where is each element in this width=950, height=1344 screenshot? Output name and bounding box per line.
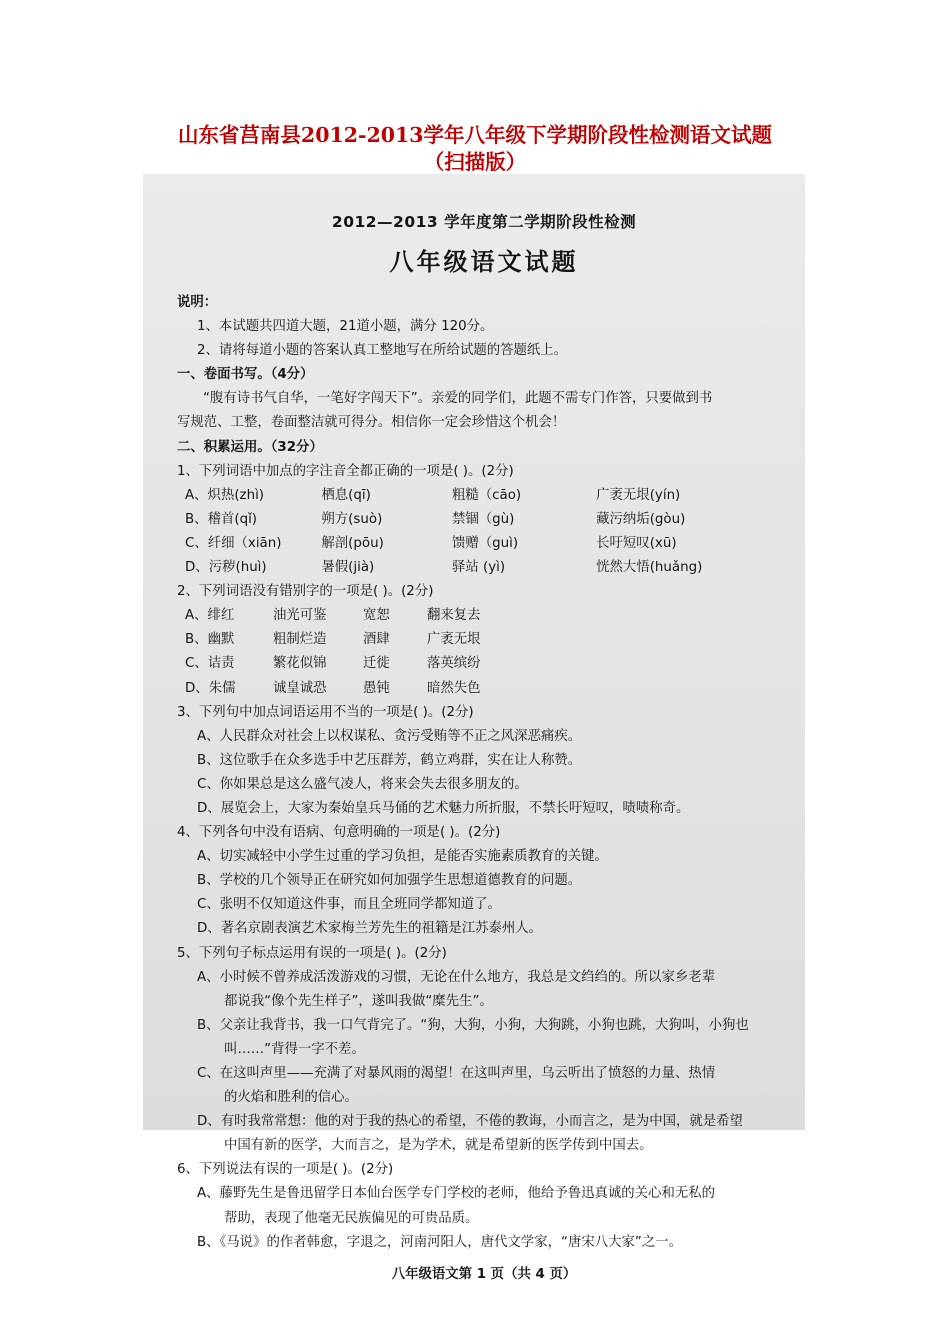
option-row [177,677,791,701]
option-line: B、《马说》的作者韩愈，字退之，河南河阳人，唐代文学家，“唐宋八大家”之一。 [197,1234,683,1250]
option-cell: A、炽热(zhì) [185,487,265,503]
option-line: A、小时候不曾养成活泼游戏的习惯，无论在什么地方，我总是文绉绉的。所以家乡老辈 [197,969,716,985]
option-row [177,508,791,532]
option-cell: 解剖(pōu) [321,535,384,551]
option-cell: 暑假(jià) [321,560,375,576]
option-cell: 恍然大悟(huǎng) [596,560,703,576]
note-item: 1、本试题共四道大题，21道小题，满分 120分。 [197,319,494,335]
exam-header: 2012—2013 学年度第二学期阶段性检测 [331,213,637,231]
option-cell: 驿站 (yì) [451,560,506,576]
question-stem: 5、下列句子标点运用有误的一项是( )。(2分) [177,945,447,961]
option-row [177,484,791,508]
option-cell: A、绯红 [185,608,235,624]
option-line: A、藤野先生是鲁迅留学日本仙台医学专门学校的老师，他给予鲁迅真诚的关心和无私的 [197,1186,716,1202]
option-line: B、这位歌手在众多选手中艺压群芳，鹤立鸡群，实在让人称赞。 [197,752,582,768]
option-line: D、展览会上，大家为秦始皇兵马俑的艺术魅力所折服，不禁长吁短叹，啧啧称奇。 [197,800,690,816]
section-heading: 二、积累运用。（32分） [177,439,323,455]
option-line: A、切实减轻中小学生过重的学习负担，是能否实施素质教育的关键。 [197,849,608,865]
option-row [177,652,791,676]
option-line: B、父亲让我背书，我一口气背完了。“狗，大狗，小狗，大狗跳，小狗也跳，大狗叫，小狗也 [197,1017,749,1033]
option-cell: 宽恕 [363,608,390,624]
section-heading: 一、卷面书写。（4分） [177,367,314,383]
document-title-line1: 山东省莒南县2012-2013学年八年级下学期阶段性检测语文试题 [177,123,773,147]
option-cell: D、朱儒 [185,680,236,696]
option-cell: 粗糙（cāo) [451,487,522,503]
option-cell: C、纤细（xiān) [185,535,282,551]
option-row [177,604,791,628]
notes-heading: 说明： [177,295,218,310]
option-line: C、张明不仅知道这件事，而且全班同学都知道了。 [197,897,501,913]
option-cell: 粗制烂造 [273,632,327,648]
question-stem: 2、下列词语没有错别字的一项是( )。(2分) [177,584,434,600]
option-cell: 栖息(qī) [321,487,371,503]
option-row [177,628,791,652]
option-cell: 广袤无垠 [427,632,481,648]
option-cell: 馈赠（guì) [451,535,519,551]
option-line: C、在这叫声里——充满了对暴风雨的渴望！在这叫声里，乌云听出了愤怒的力量、热情 [197,1066,716,1081]
option-cell: 繁花似锦 [273,656,327,672]
question-stem: 1、下列词语中加点的字注音全都正确的一项是( )。(2分) [177,463,514,479]
option-line: D、著名京剧表演艺术家梅兰芳先生的祖籍是江苏泰州人。 [197,921,543,937]
option-cell: 翻来复去 [427,608,481,624]
section-text: “腹有诗书气自华，一笔好字闯天下”。亲爱的同学们，此题不需专门作答，只要做到书 [203,391,713,407]
option-cell: 愚钝 [363,680,390,696]
option-line: C、你如果总是这么盛气凌人，将来会失去很多朋友的。 [197,776,528,792]
option-cell: 油光可鉴 [273,608,327,624]
option-cell: C、诘责 [185,656,235,672]
note-item: 2、请将每道小题的答案认真工整地写在所给试题的答题纸上。 [197,343,568,359]
option-line: 都说我“像个先生样子”，遂叫我做“糜先生”。 [224,993,493,1009]
option-line: 帮助，表现了他毫无民族偏见的可贵品质。 [224,1210,479,1226]
option-cell: 酒肆 [363,632,390,648]
document-title [0,122,950,176]
option-cell: 迁徙 [363,656,390,672]
option-cell: 禁锢（gù) [451,511,515,527]
option-cell: D、污秽(huì) [185,560,267,576]
option-cell: 落英缤纷 [427,656,481,672]
option-cell: 藏污纳垢(gòu) [596,511,686,527]
question-stem: 6、下列说法有误的一项是( )。(2分) [177,1162,394,1178]
section-text: 写规范、工整，卷面整洁就可得分。相信你一定会珍惜这个机会！ [177,415,566,431]
option-cell: B、幽默 [185,632,235,648]
option-line: 的火焰和胜利的信心。 [224,1090,358,1106]
option-row [177,556,791,580]
question-stem: 4、下列各句中没有语病、句意明确的一项是( )。(2分) [177,825,501,841]
option-cell: 长吁短叹(xū) [596,535,677,551]
option-line: 叫……”背得一字不差。 [224,1041,365,1057]
document-title-line2: （扫描版） [423,150,527,174]
option-line: B、学校的几个领导正在研究如何加强学生思想道德教育的问题。 [197,873,582,889]
option-cell: B、稽首(qǐ) [185,511,258,527]
option-line: D、有时我常常想：他的对于我的热心的希望，不倦的教诲，小而言之，是为中国，就是希望 [197,1114,743,1130]
page-footer: 八年级语文第 1 页（共 4 页） [391,1266,577,1282]
option-cell: 诚皇诚恐 [273,680,327,696]
option-cell: 广袤无垠(yín) [596,487,681,503]
question-stem: 3、下列句中加点词语运用不当的一项是( )。(2分) [177,704,474,720]
option-line: 中国有新的医学，大而言之，是为学术，就是希望新的医学传到中国去。 [224,1138,653,1154]
option-row [177,532,791,556]
option-cell: 朔方(suò) [321,511,383,527]
option-line: A、人民群众对社会上以权谋私、贪污受贿等不正之风深恶痛疾。 [197,728,582,744]
option-cell: 暗然失色 [427,680,481,696]
exam-title: 八年级语文试题 [389,247,579,276]
scanned-exam-page [143,174,805,1282]
